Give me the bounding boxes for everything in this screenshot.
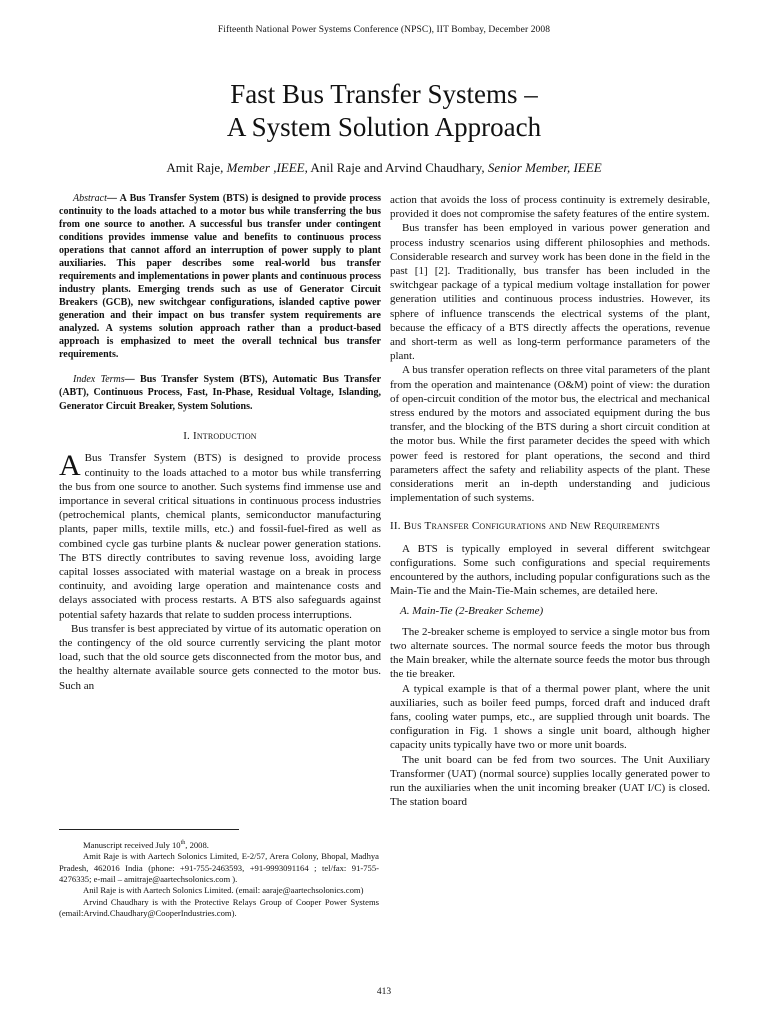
footnote-manuscript xyxy=(59,838,379,851)
section-1-heading: I. Introduction xyxy=(183,430,257,443)
author-2-3-names: Anil Raje and Arvind Chaudhary, xyxy=(307,160,488,175)
abstract xyxy=(59,192,381,361)
abstract-text: A Bus Transfer System (BTS) is designed to provide process continuity to the loads attached to a motor bus while transferring the bus from one source to another. A successful bus transfer under contingent conditions provides immense value and benefits to continuous process operations that cannot afford an interruption of power supply to plant auxiliaries. This paper describes some real-world bus transfer requirements and implementations in power plants and continuous process industry plants. Emerging trends such as use of Generator Circuit Breakers (GCB), new switchgear configurations, islanded captive power generation and their impact on bus transfer system requirements are analyzed. A systems solution approach rather than a product-based approach is emphasized to meet the overall technical bus transfer requirements. xyxy=(59,193,381,360)
author-1-role: Member ,IEEE, xyxy=(226,160,308,175)
right-paragraph-1: action that avoids the loss of process continuity is extremely desirable, provided it does not compromise the safety features of the entire system. xyxy=(390,194,710,221)
drop-cap-letter: A xyxy=(59,449,81,483)
author-list xyxy=(0,160,768,176)
left-column xyxy=(59,192,381,693)
right-paragraph-7: The unit board can be fed from two sources. The Unit Auxiliary Transformer (UAT) (normal source) supplies locally generated power to run the auxiliaries when the unit incoming breaker (UAT I/C) is closed. The station board xyxy=(390,753,710,809)
right-paragraph-2: Bus transfer has been employed in various power generation and process industry scenarios using different philosophies and methods. Considerable research and survey work has been done in the field in the past [1] [2]. Traditionally, bus transfer has been included in the switchgear package of a typical medium voltage installation for power generation utilities and continuous process industries. However, its sphere of influence transcends the electrical systems of the plant, because the efficacy of a BTS directly affects the operations, revenue and short-term as well as long-term performance parameters of the plant. xyxy=(390,222,710,363)
index-terms-label: Index Terms xyxy=(73,374,125,385)
author-1-name: Amit Raje, xyxy=(166,160,227,175)
index-terms-dash: — xyxy=(124,374,141,385)
title-line-1: Fast Bus Transfer Systems – xyxy=(230,79,538,109)
right-column xyxy=(390,193,710,809)
footnote-manuscript-year: , 2008. xyxy=(185,839,209,850)
index-terms-text: Bus Transfer System (BTS), Automatic Bus Transfer (ABT), Continuous Process, Fast, In-Phase, Residual Voltage, Islanding, Generator Circuit Breaker, System Solutions. xyxy=(59,374,382,412)
intro-paragraph-1 xyxy=(59,451,381,621)
footnote-divider xyxy=(59,829,239,830)
right-paragraph-4: A BTS is typically employed in several different switchgear configurations. Some such configurations and special requirements encountered by the authors, including popular configurations such as the Main-Tie and the Main-Tie-Main schemes, are detailed here. xyxy=(390,542,710,598)
right-paragraph-3: A bus transfer operation reflects on three vital parameters of the plant from the operation and maintenance (O&M) point of view: the duration of open-circuit condition of the motor bus, the electrical and mechanical stress endured by the motors and associated equipment during the bus transfer, and the blocking of the BTS during a short circuit condition at the motor bus. While the first parameter decides the speed with which power feed is restored for plant operations, the second and third parameters affect the safety and reliability aspects of the plant. These considerations merit an in-depth understanding and judicious implementation of such systems. xyxy=(390,364,710,505)
section-2-heading: II. Bus Transfer Configurations and New Requirements xyxy=(390,520,660,533)
intro-paragraph-1-text: Bus Transfer System (BTS) is designed to provide process continuity to the loads attached to a motor bus while transferring the bus from one source to another. Such systems find immense use and importance in several critical situations in continuous process industries (petrochemical plants, chemical plants, semiconductor manufacturing plants, paper mills, textile mills, etc.) and fossil-fuel-fired as well as combined cycle gas turbine plants & nuclear power generation stations. The BTS directly contributes to saving revenue loss, avoiding large capital losses associated with material wastage on a break in process continuity, and avoiding large operation and maintenance costs and delays associated with process restarts. A BTS also safeguards against potential safety hazards that relate to sudden process interruptions. xyxy=(59,452,381,621)
footnote-author-2: Anil Raje is with Aartech Solonics Limited. (email: aaraje@aartechsolonics.com) xyxy=(83,885,364,896)
conference-header: Fifteenth National Power Systems Conference (NPSC), IIT Bombay, December 2008 xyxy=(217,25,551,35)
page-number: 413 xyxy=(376,987,392,997)
footnotes xyxy=(59,838,379,920)
right-paragraph-6: A typical example is that of a thermal power plant, where the unit auxiliaries, such as boiler feed pumps, forced draft and induced draft fans, cooling water pumps, etc., are supplied through unit boards. The configuration in Fig. 1 shows a single unit board, although higher capacity units typically have two or more unit boards. xyxy=(390,682,710,752)
subsection-a-heading: A. Main-Tie (2-Breaker Scheme) xyxy=(400,605,544,618)
intro-paragraph-2: Bus transfer is best appreciated by virtue of its automatic operation on the contingency of the old source currently servicing the plant motor load, such that the old source gets disconnected from the motor bus, and the healthy alternate available source gets connected to the motor bus. Such an xyxy=(59,622,381,692)
footnote-author-3: Arvind Chaudhary is with the Protective Relays Group of Cooper Power Systems (email:Arvind.Chaudhary@CooperIndustries.com). xyxy=(59,896,379,919)
footnote-author-1: Amit Raje is with Aartech Solonics Limited, E-2/57, Arera Colony, Bhopal, Madhya Pradesh, 462016 India (phone: +91-755-2463593, +91-9993091164 ; tel/fax: 91-755-4276335; e-mail – amitraje@aartechsolonics.com ). xyxy=(59,851,379,885)
title-line-2: A System Solution Approach xyxy=(226,112,542,142)
right-paragraph-5: The 2-breaker scheme is employed to service a single motor bus from two alternate sources. The normal source feeds the motor bus through the Main breaker, while the alternate source feeds the motor bus through the tie breaker. xyxy=(390,625,710,681)
abstract-dash: — xyxy=(106,193,120,204)
footnote-superscript: th xyxy=(180,840,186,846)
paper-title xyxy=(0,78,768,144)
author-3-role: Senior Member, IEEE xyxy=(487,160,602,175)
abstract-label: Abstract xyxy=(73,193,107,204)
index-terms xyxy=(59,373,381,413)
footnote-manuscript-text: Manuscript received July 10 xyxy=(83,839,181,850)
